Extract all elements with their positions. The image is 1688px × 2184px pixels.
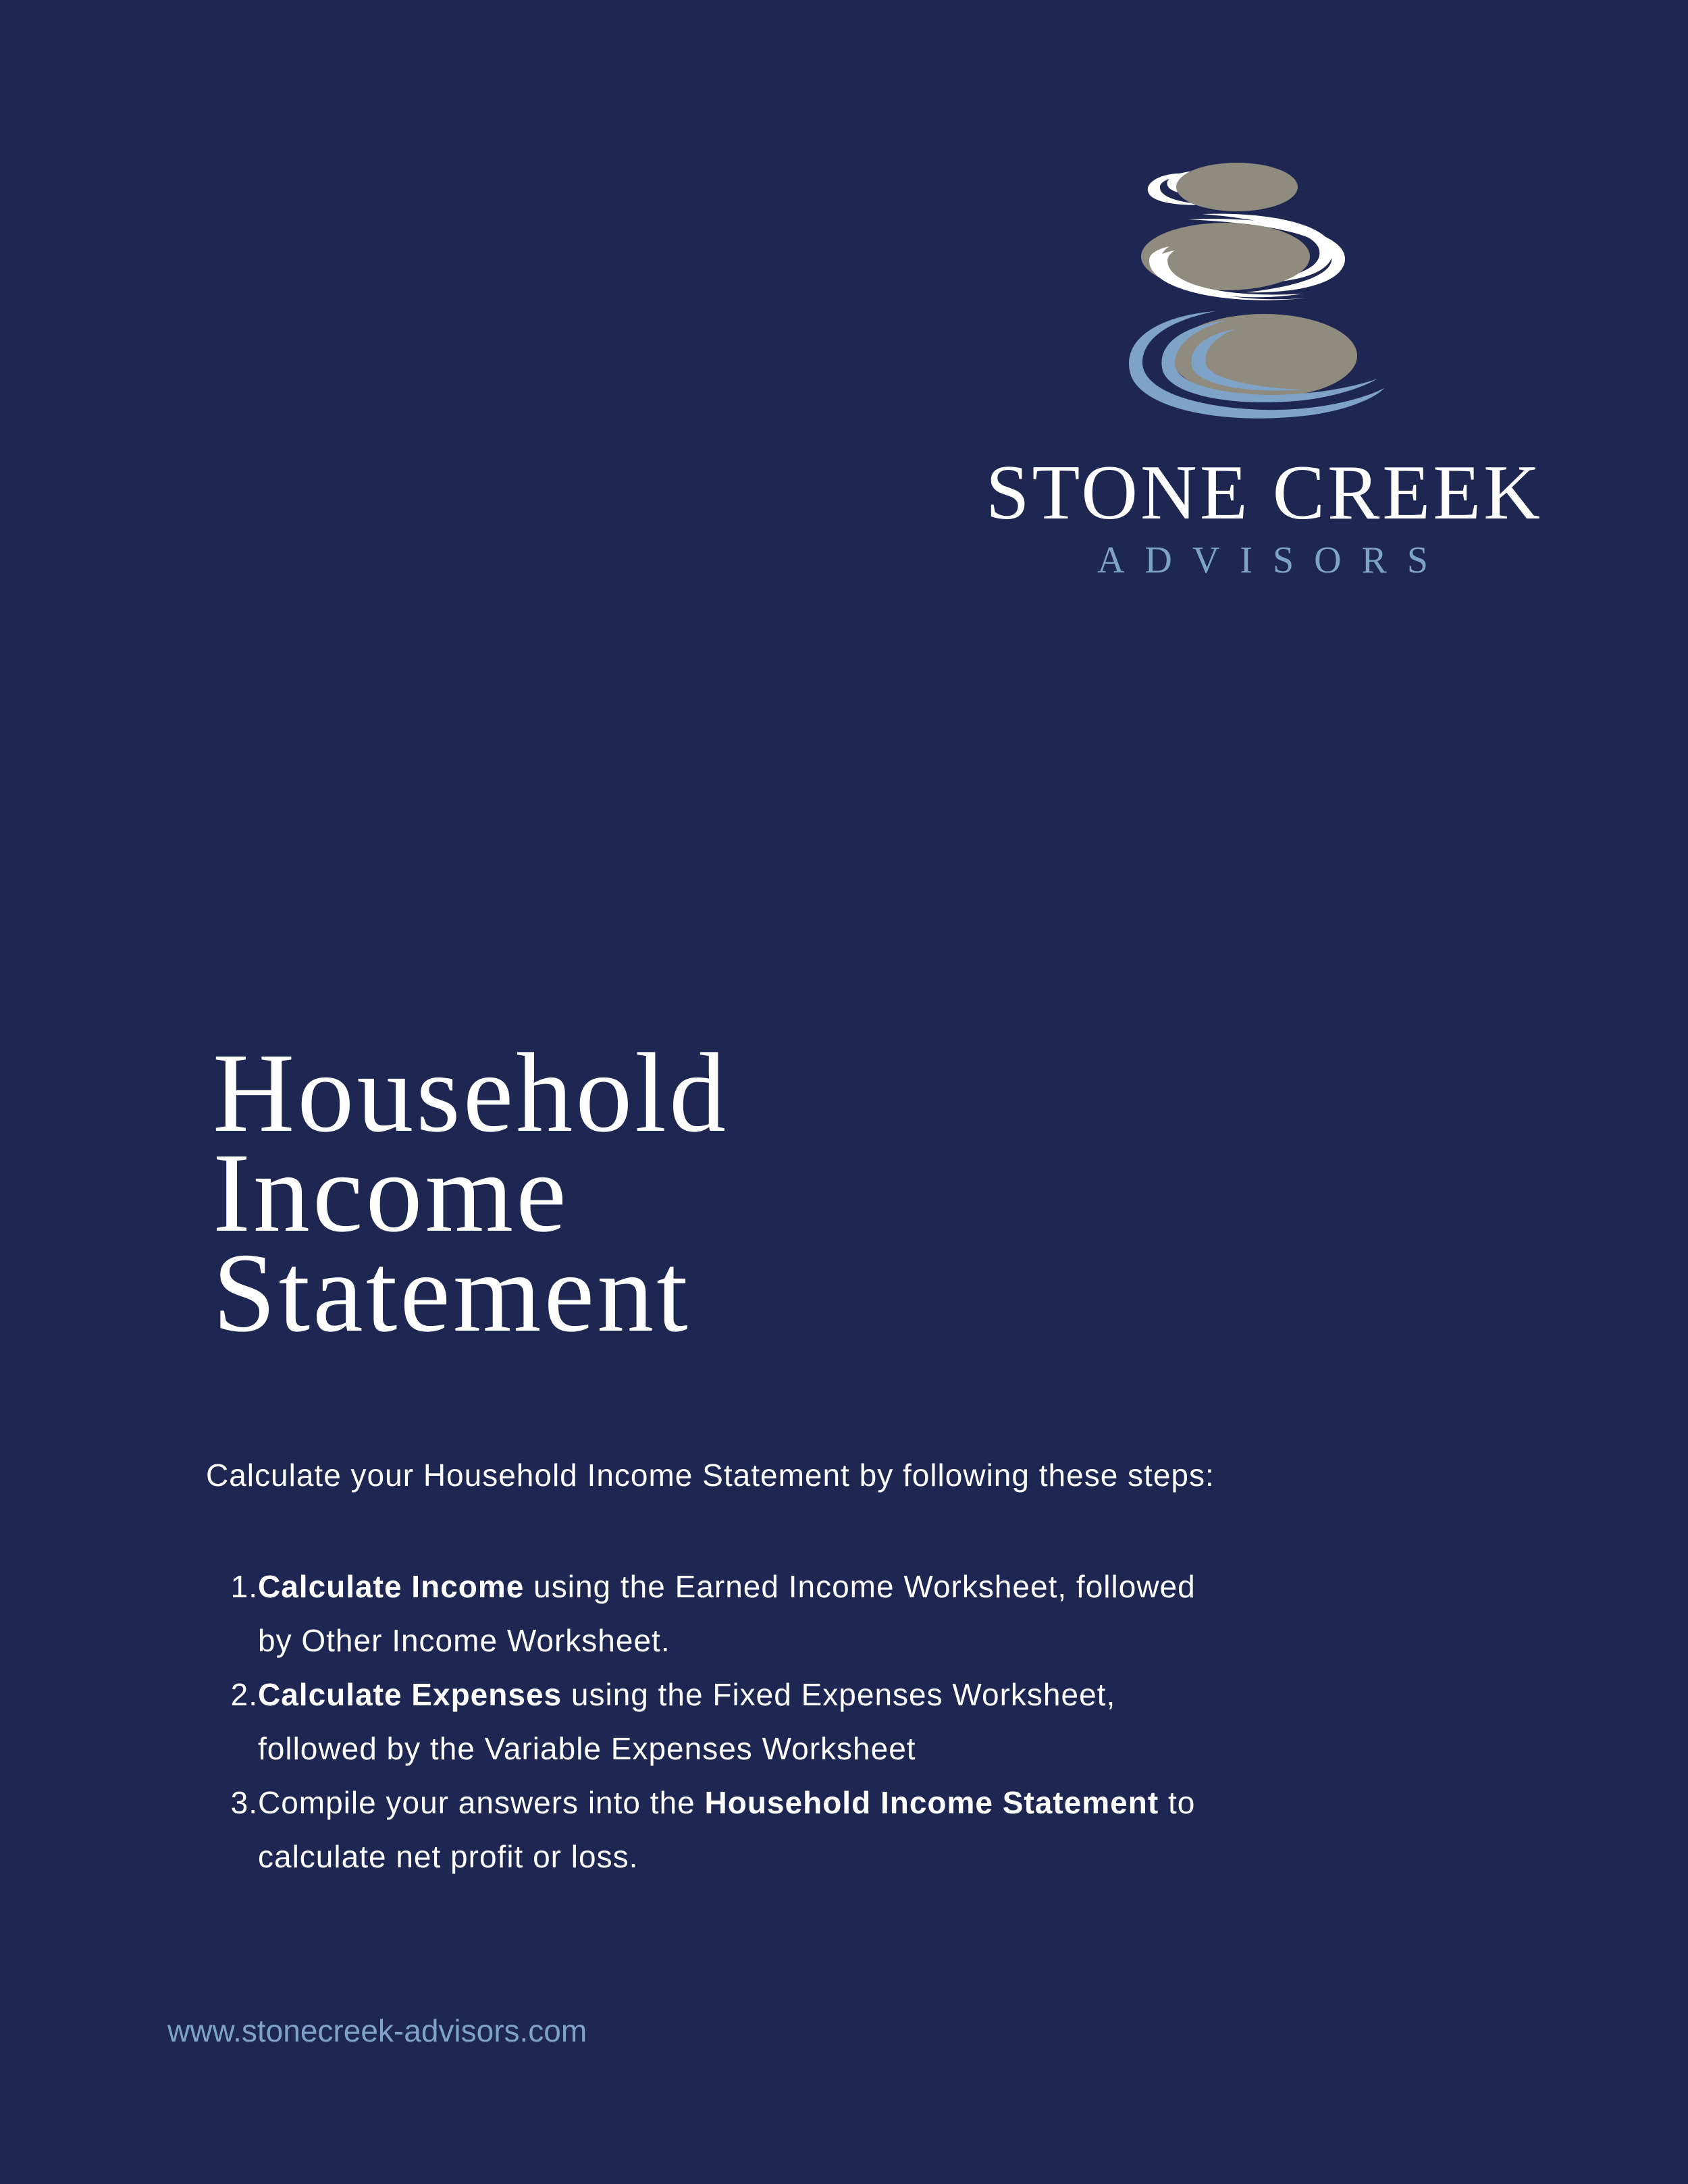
step-number: 1. <box>230 1569 258 1604</box>
step-emphasis: Calculate Income <box>258 1569 525 1604</box>
list-item <box>216 1560 1283 1668</box>
step-emphasis: Household Income Statement <box>704 1785 1159 1820</box>
brand-name: STONE CREEK <box>986 450 1543 536</box>
page-title <box>213 1030 1158 1356</box>
title-line-2: Income <box>213 1130 569 1256</box>
steps-list <box>216 1560 1283 1884</box>
list-item <box>216 1776 1283 1884</box>
step-text: Compile your answers into the Household Income Statement to calculate net profit or loss. <box>258 1785 1196 1874</box>
step-number: 2. <box>230 1677 258 1712</box>
brand-logo <box>986 159 1543 591</box>
list-item <box>216 1668 1283 1776</box>
intro-text: Calculate your Household Income Statement by following these steps: <box>206 1458 1215 1493</box>
website-link[interactable]: www.stonecreek-advisors.com <box>167 2013 587 2048</box>
title-line-3: Statement <box>213 1230 691 1356</box>
brand-tagline: ADVISORS <box>1097 539 1449 581</box>
step-number: 3. <box>230 1785 258 1820</box>
stacked-stones-icon <box>1107 159 1391 429</box>
step-emphasis: Calculate Expenses <box>258 1677 562 1712</box>
step-text: Calculate Income using the Earned Income Worksheet, followed by Other Income Worksheet. <box>258 1569 1196 1658</box>
title-line-1: Household <box>213 1030 729 1156</box>
step-text: Calculate Expenses using the Fixed Expenses Worksheet, followed by the Variable Expenses Worksheet <box>258 1677 1116 1766</box>
